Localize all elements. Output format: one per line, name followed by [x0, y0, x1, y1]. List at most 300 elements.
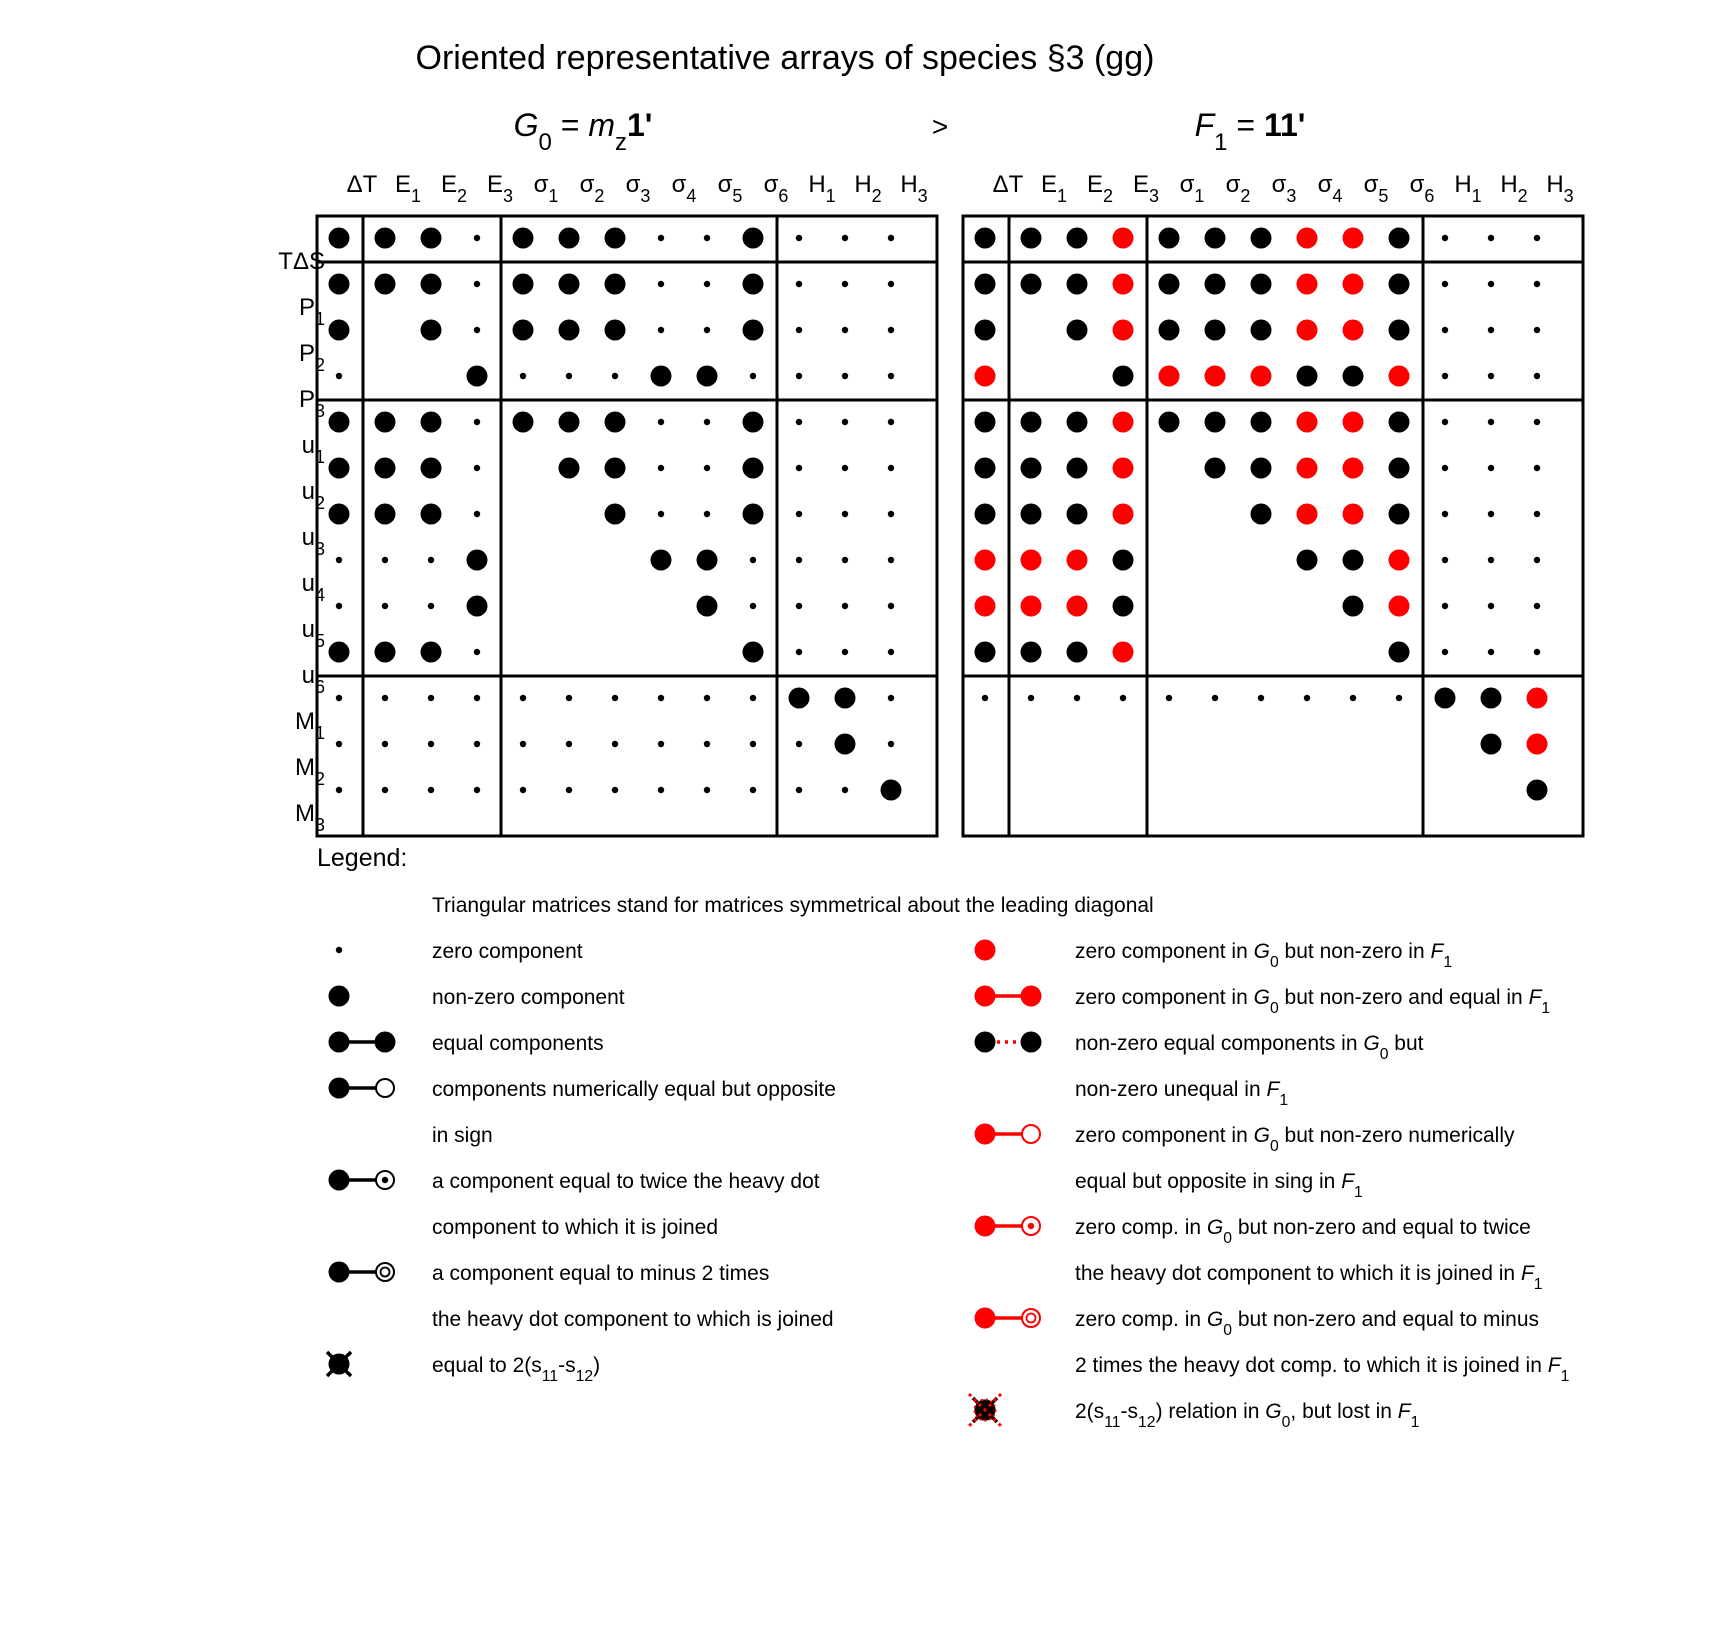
- zero-dot: [750, 557, 756, 563]
- nonzero-dot: [975, 504, 996, 525]
- legend-center-dot: [382, 1177, 388, 1183]
- zero-dot: [1534, 649, 1540, 655]
- legend-left-text-2-0: equal components: [432, 1032, 604, 1055]
- nonzero-dot: [835, 688, 856, 709]
- nonzero-dot: [421, 320, 442, 341]
- nonzero-dot: [559, 412, 580, 433]
- zero-dot: [1442, 327, 1448, 333]
- zero-dot: [1488, 557, 1494, 563]
- nonzero-dot: [329, 504, 350, 525]
- legend-left-text-5-0: a component equal to minus 2 times: [432, 1262, 770, 1285]
- zero-dot: [1534, 281, 1540, 287]
- red-nonzero-dot: [1297, 412, 1318, 433]
- red-nonzero-dot: [1021, 550, 1042, 571]
- zero-dot: [474, 787, 480, 793]
- zero-dot: [612, 741, 618, 747]
- nonzero-dot: [975, 458, 996, 479]
- zero-dot: [842, 235, 848, 241]
- heading-right: $F_1 = 11'$: [1194, 107, 1306, 156]
- zero-dot: [1488, 511, 1494, 517]
- legend-dot: [975, 1032, 996, 1053]
- col-header-right-1: $E_1$: [1040, 171, 1068, 206]
- red-nonzero-dot: [1113, 642, 1134, 663]
- zero-dot: [566, 695, 572, 701]
- nonzero-dot: [1481, 734, 1502, 755]
- zero-dot: [336, 603, 342, 609]
- zero-dot: [888, 465, 894, 471]
- legend-left-symbol-small-dot: [336, 947, 342, 953]
- legend-dot: [975, 1216, 996, 1237]
- zero-dot: [750, 373, 756, 379]
- nonzero-dot: [1481, 688, 1502, 709]
- zero-dot: [612, 695, 618, 701]
- nonzero-dot: [1067, 274, 1088, 295]
- col-header-right-3: $E_3$: [1132, 171, 1160, 206]
- legend-right-text-4-1: the heavy dot component to which it is joined in $F_1$: [1075, 1262, 1543, 1293]
- zero-dot: [1396, 695, 1402, 701]
- zero-dot: [1304, 695, 1310, 701]
- nonzero-dot: [605, 504, 626, 525]
- zero-dot: [474, 511, 480, 517]
- zero-dot: [796, 465, 802, 471]
- nonzero-dot: [421, 274, 442, 295]
- nonzero-dot: [1021, 274, 1042, 295]
- zero-dot: [1534, 373, 1540, 379]
- zero-dot: [704, 327, 710, 333]
- zero-dot: [1442, 511, 1448, 517]
- red-nonzero-dot: [1113, 412, 1134, 433]
- legend-right-symbol-red-opposite-link: [975, 1124, 1041, 1145]
- col-header-right-0: ΔT: [992, 171, 1024, 198]
- zero-dot: [336, 741, 342, 747]
- zero-dot: [1534, 465, 1540, 471]
- page-title: Oriented representative arrays of species §3 (gg): [415, 39, 1155, 77]
- nonzero-dot: [513, 274, 534, 295]
- zero-dot: [888, 695, 894, 701]
- zero-dot: [612, 373, 618, 379]
- nonzero-dot: [975, 642, 996, 663]
- zero-dot: [1534, 327, 1540, 333]
- legend-right-text-3-1: equal but opposite in sing in $F_1$: [1075, 1170, 1363, 1201]
- zero-dot: [474, 281, 480, 287]
- zero-dot: [1212, 695, 1218, 701]
- zero-dot: [1442, 465, 1448, 471]
- red-nonzero-dot: [975, 550, 996, 571]
- red-nonzero-dot: [1343, 504, 1364, 525]
- zero-dot: [888, 741, 894, 747]
- red-nonzero-dot: [1113, 228, 1134, 249]
- nonzero-dot: [1297, 550, 1318, 571]
- nonzero-dot: [421, 642, 442, 663]
- nonzero-dot: [467, 550, 488, 571]
- nonzero-dot: [329, 228, 350, 249]
- zero-dot: [1442, 373, 1448, 379]
- nonzero-dot: [467, 366, 488, 387]
- legend-open-dot: [1022, 1125, 1040, 1143]
- zero-dot: [888, 327, 894, 333]
- legend-right-symbol-red-minus-two-link: [975, 1308, 1041, 1329]
- nonzero-dot: [1435, 688, 1456, 709]
- legend-right-text-6-0: $2(s_{11}-s_{12})$ relation in $G_0$, but lost in $F_1$: [1075, 1400, 1420, 1431]
- red-nonzero-dot: [1159, 366, 1180, 387]
- nonzero-dot: [881, 780, 902, 801]
- row-header-9: $u_6$: [301, 662, 325, 697]
- nonzero-dot: [513, 412, 534, 433]
- nonzero-dot: [1389, 320, 1410, 341]
- row-header-6: $u_3$: [301, 524, 325, 559]
- zero-dot: [796, 787, 802, 793]
- legend-right-text-5-0: zero comp. in $G_0$ but non-zero and equal to minus: [1075, 1308, 1540, 1339]
- zero-dot: [796, 373, 802, 379]
- nonzero-dot: [743, 458, 764, 479]
- zero-dot: [1350, 695, 1356, 701]
- legend-left-text-1-0: non-zero component: [432, 986, 625, 1009]
- col-header-left-10: $H_1$: [808, 171, 836, 206]
- nonzero-dot: [697, 550, 718, 571]
- col-header-right-12: $H_3$: [1546, 171, 1574, 206]
- zero-dot: [658, 695, 664, 701]
- zero-dot: [796, 235, 802, 241]
- zero-dot: [474, 649, 480, 655]
- nonzero-dot: [329, 412, 350, 433]
- nonzero-dot: [1389, 504, 1410, 525]
- col-header-right-8: $\sigma_5$: [1363, 171, 1389, 206]
- zero-dot: [704, 465, 710, 471]
- nonzero-dot: [1113, 596, 1134, 617]
- nonzero-dot: [1067, 504, 1088, 525]
- nonzero-dot: [559, 458, 580, 479]
- zero-dot: [658, 741, 664, 747]
- legend-left-symbol-equal-link: [329, 1032, 396, 1053]
- nonzero-dot: [975, 320, 996, 341]
- nonzero-dot: [329, 274, 350, 295]
- zero-dot: [842, 649, 848, 655]
- nonzero-dot: [743, 320, 764, 341]
- zero-dot: [1488, 603, 1494, 609]
- row-header-5: $u_2$: [301, 478, 325, 513]
- nonzero-dot: [559, 228, 580, 249]
- col-header-left-11: $H_2$: [854, 171, 882, 206]
- legend-left-text-3-1: in sign: [432, 1124, 493, 1147]
- zero-dot: [428, 603, 434, 609]
- red-nonzero-dot: [1113, 504, 1134, 525]
- legend-right-text-0-0: zero component in $G_0$ but non-zero in $F_1$: [1075, 940, 1453, 971]
- nonzero-dot: [835, 734, 856, 755]
- zero-dot: [842, 603, 848, 609]
- nonzero-dot: [1067, 320, 1088, 341]
- legend-right-text-2-0: non-zero equal components in $G_0$ but: [1075, 1032, 1424, 1063]
- legend-left-text-5-1: the heavy dot component to which is joined: [432, 1308, 834, 1331]
- legend-dot: [1021, 1032, 1042, 1053]
- red-nonzero-dot: [1297, 228, 1318, 249]
- nonzero-dot: [1389, 642, 1410, 663]
- red-nonzero-dot: [1297, 504, 1318, 525]
- nonzero-dot: [1389, 274, 1410, 295]
- zero-dot: [382, 741, 388, 747]
- zero-dot: [888, 557, 894, 563]
- red-nonzero-dot: [1021, 596, 1042, 617]
- legend-left-text-6-0: equal to $2(s_{11}-s_{12})$: [432, 1354, 601, 1385]
- nonzero-dot: [1205, 228, 1226, 249]
- nonzero-dot: [743, 274, 764, 295]
- zero-dot: [1488, 419, 1494, 425]
- zero-dot: [1120, 695, 1126, 701]
- zero-dot: [796, 281, 802, 287]
- zero-dot: [888, 511, 894, 517]
- zero-dot: [842, 511, 848, 517]
- red-nonzero-dot: [1389, 366, 1410, 387]
- zero-dot: [336, 373, 342, 379]
- legend-dot: [975, 1308, 996, 1329]
- legend-heading: Legend:: [317, 844, 408, 872]
- col-header-right-2: $E_2$: [1086, 171, 1114, 206]
- legend-right-symbol-red-twice-link: [975, 1216, 1041, 1237]
- zero-dot: [658, 465, 664, 471]
- nonzero-dot: [329, 320, 350, 341]
- red-nonzero-dot: [1389, 596, 1410, 617]
- zero-dot: [474, 741, 480, 747]
- col-header-left-12: $H_3$: [900, 171, 928, 206]
- zero-dot: [658, 511, 664, 517]
- nonzero-dot: [559, 274, 580, 295]
- zero-dot: [842, 327, 848, 333]
- zero-dot: [658, 787, 664, 793]
- col-header-right-5: $\sigma_2$: [1225, 171, 1251, 206]
- nonzero-dot: [1251, 320, 1272, 341]
- legend-dot: [329, 1078, 350, 1099]
- nonzero-dot: [605, 274, 626, 295]
- nonzero-dot: [697, 596, 718, 617]
- legend-right-column: [969, 940, 1569, 1431]
- legend-open-dot: [1022, 1309, 1040, 1327]
- nonzero-dot: [375, 504, 396, 525]
- nonzero-dot: [605, 320, 626, 341]
- legend-dot: [975, 986, 996, 1007]
- legend-open-dot: [376, 1263, 394, 1281]
- nonzero-dot: [975, 228, 996, 249]
- zero-dot: [658, 235, 664, 241]
- nonzero-dot: [1021, 412, 1042, 433]
- nonzero-dot: [1251, 274, 1272, 295]
- nonzero-dot: [743, 642, 764, 663]
- row-header-0: TΔS: [278, 248, 325, 275]
- legend: [317, 844, 1569, 1431]
- col-header-left-3: $E_3$: [486, 171, 514, 206]
- zero-dot: [336, 695, 342, 701]
- nonzero-dot: [1067, 458, 1088, 479]
- nonzero-dot: [1251, 504, 1272, 525]
- row-header-8: $u_5$: [301, 616, 325, 651]
- nonzero-dot: [1159, 320, 1180, 341]
- nonzero-dot: [421, 504, 442, 525]
- zero-dot: [336, 787, 342, 793]
- nonzero-dot: [1159, 412, 1180, 433]
- red-nonzero-dot: [1527, 734, 1548, 755]
- nonzero-dot: [1021, 458, 1042, 479]
- nonzero-dot: [789, 688, 810, 709]
- nonzero-dot: [1389, 228, 1410, 249]
- nonzero-dot: [743, 504, 764, 525]
- col-header-right-4: $\sigma_1$: [1179, 171, 1205, 206]
- nonzero-dot: [1205, 320, 1226, 341]
- zero-dot: [842, 465, 848, 471]
- zero-dot: [474, 695, 480, 701]
- zero-dot: [474, 235, 480, 241]
- legend-dot: [975, 1124, 996, 1145]
- nonzero-dot: [375, 274, 396, 295]
- red-nonzero-dot: [1343, 412, 1364, 433]
- row-header-12: $M_3$: [294, 800, 325, 835]
- zero-dot: [658, 327, 664, 333]
- nonzero-dot: [1159, 274, 1180, 295]
- legend-dot: [1021, 986, 1042, 1007]
- col-header-left-1: $E_1$: [394, 171, 422, 206]
- red-nonzero-dot: [1343, 320, 1364, 341]
- red-nonzero-dot: [1067, 596, 1088, 617]
- nonzero-dot: [605, 412, 626, 433]
- legend-dot: [329, 986, 350, 1007]
- legend-left-symbol-twice-link: [329, 1170, 395, 1191]
- zero-dot: [1488, 649, 1494, 655]
- zero-dot: [1534, 419, 1540, 425]
- legend-right-text-5-1: 2 times the heavy dot comp. to which it is joined in $F_1$: [1075, 1354, 1570, 1385]
- zero-dot: [888, 649, 894, 655]
- zero-dot: [796, 511, 802, 517]
- zero-dot: [842, 281, 848, 287]
- zero-dot: [704, 235, 710, 241]
- legend-note: Triangular matrices stand for matrices symmetrical about the leading diagonal: [432, 894, 1154, 917]
- zero-dot: [428, 741, 434, 747]
- legend-left-text-4-1: component to which it is joined: [432, 1216, 718, 1239]
- zero-dot: [750, 603, 756, 609]
- legend-left-text-4-0: a component equal to twice the heavy dot: [432, 1170, 820, 1193]
- nonzero-dot: [1251, 228, 1272, 249]
- col-header-left-7: $\sigma_4$: [671, 171, 697, 206]
- zero-dot: [1442, 557, 1448, 563]
- legend-dot: [375, 1032, 396, 1053]
- zero-dot: [1258, 695, 1264, 701]
- zero-dot: [796, 419, 802, 425]
- zero-dot: [382, 695, 388, 701]
- col-header-left-6: $\sigma_3$: [625, 171, 651, 206]
- zero-dot: [704, 419, 710, 425]
- nonzero-dot: [1021, 642, 1042, 663]
- nonzero-dot: [1021, 504, 1042, 525]
- row-header-1: $P_1$: [298, 294, 325, 329]
- nonzero-dot: [743, 412, 764, 433]
- zero-dot: [566, 741, 572, 747]
- nonzero-dot: [743, 228, 764, 249]
- matrix-g0: [278, 171, 937, 836]
- zero-dot: [1442, 603, 1448, 609]
- legend-left-symbol-big-dot: [329, 986, 350, 1007]
- zero-dot: [474, 327, 480, 333]
- zero-dot: [888, 603, 894, 609]
- legend-right-symbol-red-cross-dot: [969, 1394, 1001, 1426]
- zero-dot: [750, 741, 756, 747]
- red-nonzero-dot: [1297, 274, 1318, 295]
- legend-dot: [975, 940, 996, 961]
- zero-dot: [428, 557, 434, 563]
- nonzero-dot: [513, 320, 534, 341]
- nonzero-dot: [697, 366, 718, 387]
- zero-dot: [1488, 465, 1494, 471]
- zero-dot: [842, 557, 848, 563]
- nonzero-dot: [375, 458, 396, 479]
- matrix-f1: [963, 171, 1583, 836]
- nonzero-dot: [605, 228, 626, 249]
- legend-right-symbol-red-equal-link: [975, 986, 1042, 1007]
- nonzero-dot: [1067, 642, 1088, 663]
- zero-dot: [382, 787, 388, 793]
- legend-dot: [329, 1262, 350, 1283]
- zero-dot: [1442, 649, 1448, 655]
- legend-right-text-2-1: non-zero unequal in $F_1$: [1075, 1078, 1289, 1109]
- red-nonzero-dot: [1297, 320, 1318, 341]
- zero-dot: [796, 603, 802, 609]
- red-nonzero-dot: [1343, 458, 1364, 479]
- red-nonzero-dot: [1389, 550, 1410, 571]
- nonzero-dot: [1527, 780, 1548, 801]
- nonzero-dot: [975, 412, 996, 433]
- zero-dot: [1488, 327, 1494, 333]
- nonzero-dot: [1113, 366, 1134, 387]
- col-header-left-0: ΔT: [346, 171, 378, 198]
- legend-open-dot: [376, 1079, 394, 1097]
- nonzero-dot: [1205, 458, 1226, 479]
- zero-dot: [796, 327, 802, 333]
- nonzero-dot: [1159, 228, 1180, 249]
- zero-dot: [796, 557, 802, 563]
- nonzero-dot: [1389, 412, 1410, 433]
- legend-right-text-4-0: zero comp. in $G_0$ but non-zero and equal to twice: [1075, 1216, 1531, 1247]
- col-header-left-8: $\sigma_5$: [717, 171, 743, 206]
- zero-dot: [474, 465, 480, 471]
- zero-dot: [1534, 511, 1540, 517]
- nonzero-dot: [1067, 228, 1088, 249]
- col-header-left-4: $\sigma_1$: [533, 171, 559, 206]
- legend-left-symbol-cross-dot: [327, 1352, 351, 1376]
- red-nonzero-dot: [1205, 366, 1226, 387]
- nonzero-dot: [605, 458, 626, 479]
- zero-dot: [1488, 235, 1494, 241]
- nonzero-dot: [329, 458, 350, 479]
- row-header-3: $P_3$: [298, 386, 325, 421]
- zero-dot: [750, 695, 756, 701]
- zero-dot: [382, 603, 388, 609]
- red-nonzero-dot: [1343, 274, 1364, 295]
- zero-dot: [842, 787, 848, 793]
- legend-right-symbol-dotted-link: [975, 1032, 1042, 1053]
- nonzero-dot: [1205, 274, 1226, 295]
- group-headings: [514, 107, 1306, 156]
- zero-dot: [888, 281, 894, 287]
- red-nonzero-dot: [1343, 228, 1364, 249]
- col-header-left-5: $\sigma_2$: [579, 171, 605, 206]
- zero-dot: [658, 419, 664, 425]
- red-nonzero-dot: [1113, 458, 1134, 479]
- zero-dot: [566, 787, 572, 793]
- nonzero-dot: [467, 596, 488, 617]
- nonzero-dot: [1067, 412, 1088, 433]
- col-header-left-2: $E_2$: [440, 171, 468, 206]
- nonzero-dot: [1113, 550, 1134, 571]
- nonzero-dot: [559, 320, 580, 341]
- zero-dot: [520, 695, 526, 701]
- nonzero-dot: [513, 228, 534, 249]
- nonzero-dot: [1343, 366, 1364, 387]
- legend-center-dot: [1028, 1223, 1034, 1229]
